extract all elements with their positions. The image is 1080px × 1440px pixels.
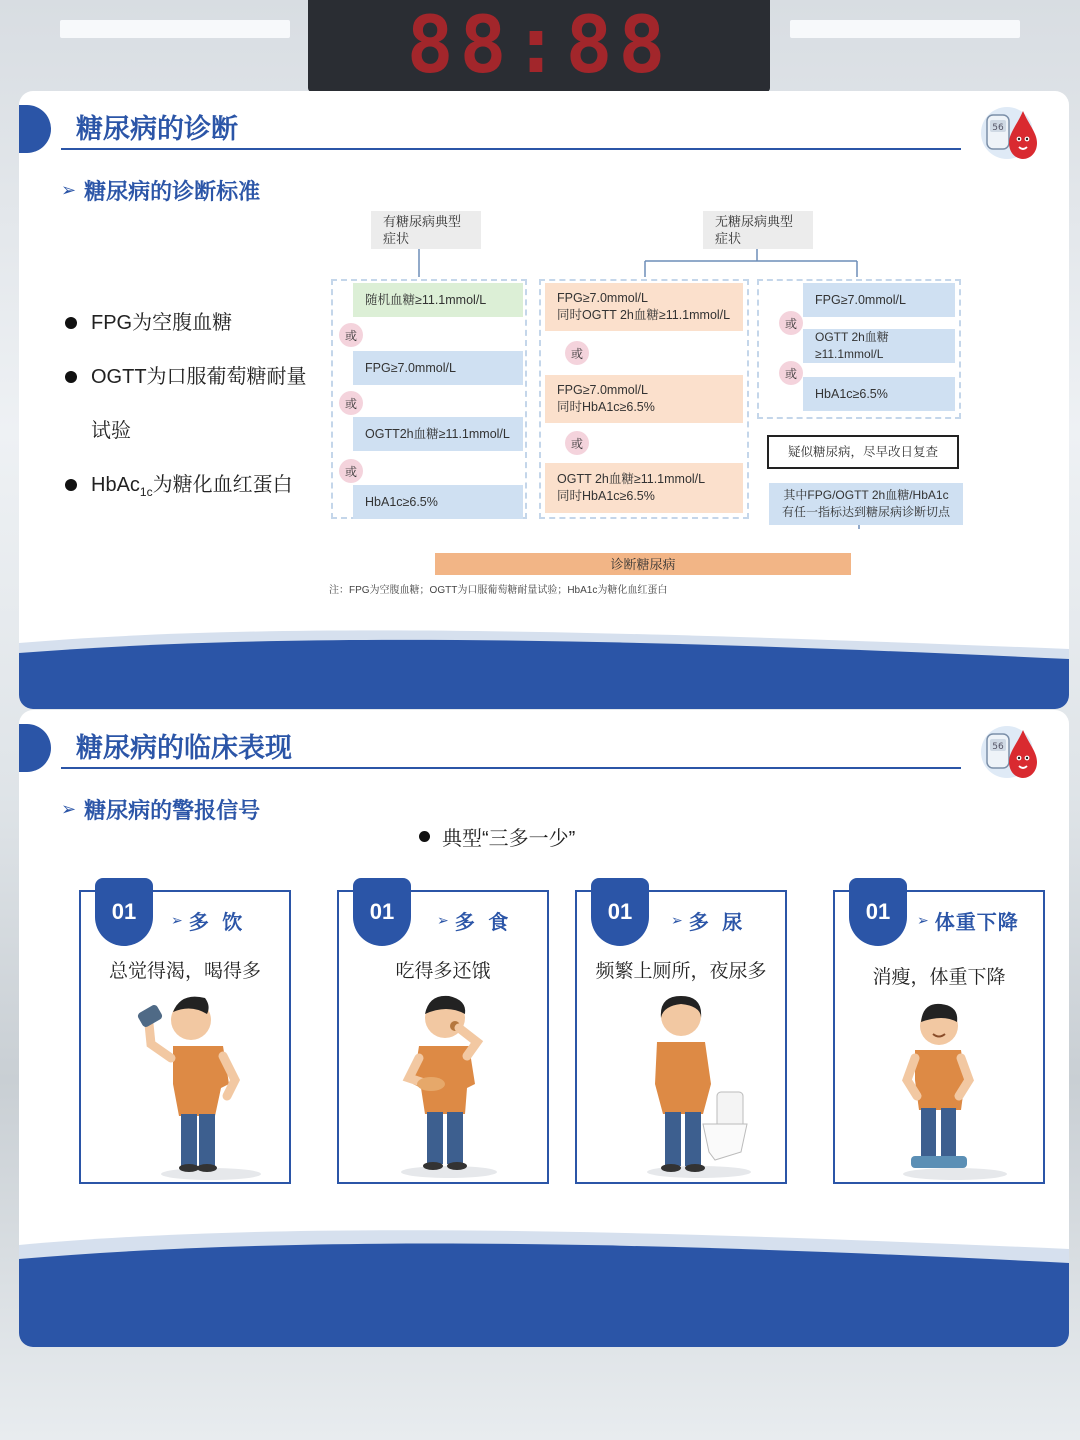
title-rule <box>61 767 961 769</box>
card-description: 总觉得渴，喝得多 <box>108 961 261 982</box>
toilet-person-icon <box>607 984 757 1180</box>
scale-person-icon <box>865 984 1015 1180</box>
criterion-box: HbA1c≥6.5% <box>353 485 523 519</box>
card-number-badge: 01 <box>591 878 649 946</box>
slide-title: 糖尿病的诊断 <box>76 114 238 144</box>
typical-text: 典型“三多一少” <box>442 828 576 850</box>
footer-wave <box>19 1223 1069 1347</box>
any-indicator-box: 其中FPG/OGTT 2h血糖/HbA1c 有任一指标达到糖尿病诊断切点 <box>769 483 963 525</box>
card-label: ➢ 多 食 <box>437 912 513 934</box>
card-number-badge: 01 <box>95 878 153 946</box>
or-marker: 或 <box>339 459 363 483</box>
section-subtitle <box>61 175 260 206</box>
definition-list <box>61 296 321 519</box>
title-tab <box>19 724 51 772</box>
or-marker: 或 <box>339 323 363 347</box>
background-clock-sign <box>308 0 770 92</box>
or-marker: 或 <box>565 341 589 365</box>
suspected-box: 疑似糖尿病，尽早改日复查 <box>767 435 959 469</box>
symptom-card-eat <box>337 890 549 1184</box>
section-subtitle <box>61 794 260 825</box>
symptom-card-weight-loss <box>833 890 1045 1184</box>
slide-title: 糖尿病的临床表现 <box>76 733 292 763</box>
criterion-box: FPG≥7.0mmol/L 同时HbA1c≥6.5% <box>545 375 743 423</box>
symptom-card-urinate <box>575 890 787 1184</box>
diagnosis-flowchart <box>319 211 979 601</box>
footer-wave <box>19 625 1069 709</box>
card-number-badge: 01 <box>353 878 411 946</box>
bullet-text: OGTT为口服葡萄糖耐量 <box>91 366 307 388</box>
card-label: ➢ 多 饮 <box>171 912 247 934</box>
bullet-dot <box>65 479 77 491</box>
with-symptoms-header: 有糖尿病典型症状 <box>371 211 481 249</box>
or-marker: 或 <box>565 431 589 455</box>
ceiling-light <box>790 20 1020 38</box>
bullet-dot <box>419 831 430 842</box>
diagnosis-result-box: 诊断糖尿病 <box>435 553 851 575</box>
chevron-right-icon: ➢ <box>171 912 183 928</box>
card-description: 吃得多还饿 <box>395 961 491 982</box>
bullet-text: FPG为空腹血糖 <box>91 312 233 334</box>
or-marker: 或 <box>339 391 363 415</box>
svg-text:56: 56 <box>992 123 1004 133</box>
title-tab <box>19 105 51 153</box>
card-description: 频繁上厕所，夜尿多 <box>595 961 767 982</box>
bullet-continuation <box>61 404 321 458</box>
card-label: ➢ 体重下降 <box>917 912 1019 934</box>
subtitle-text: 糖尿病的警报信号 <box>84 798 261 823</box>
criterion-box: FPG≥7.0mmol/L 同时OGTT 2h血糖≥11.1mmol/L <box>545 283 743 331</box>
card-number-badge: 01 <box>849 878 907 946</box>
card-description: 消瘦，体重下降 <box>872 967 1006 988</box>
ceiling-light <box>60 20 290 38</box>
criterion-box: OGTT 2h血糖≥11.1mmol/L 同时HbA1c≥6.5% <box>545 463 743 513</box>
criterion-box: OGTT2h血糖≥11.1mmol/L <box>353 417 523 451</box>
bullet-item <box>61 350 321 404</box>
clock-digits: 88:88 <box>406 1 672 91</box>
criterion-box: FPG≥7.0mmol/L <box>353 351 523 385</box>
or-marker: 或 <box>779 311 803 335</box>
typical-signs-bullet <box>419 822 575 851</box>
blood-drop-mascot-icon <box>979 722 1045 788</box>
or-marker: 或 <box>779 361 803 385</box>
eating-person-icon <box>369 984 519 1180</box>
bullet-dot <box>65 317 77 329</box>
bullet-item <box>61 296 321 350</box>
chevron-right-icon: ➢ <box>917 912 929 928</box>
subtitle-text: 糖尿病的诊断标准 <box>84 179 261 204</box>
criterion-box: FPG≥7.0mmol/L <box>803 283 955 317</box>
criterion-box: 随机血糖≥11.1mmol/L <box>353 283 523 317</box>
bullet-dot <box>65 371 77 383</box>
blood-drop-mascot-icon <box>979 103 1045 169</box>
drinking-person-icon <box>111 984 261 1180</box>
diagnosis-slide <box>19 91 1069 709</box>
bullet-item <box>61 458 321 519</box>
chevron-right-icon: ➢ <box>671 912 683 928</box>
chevron-right-icon: ➢ <box>437 912 449 928</box>
bullet-text: 试验 <box>91 420 131 442</box>
svg-text:56: 56 <box>992 742 1004 752</box>
chevron-right-icon: ➢ <box>61 180 77 200</box>
chevron-right-icon: ➢ <box>61 799 77 819</box>
title-rule <box>61 148 961 150</box>
symptoms-slide <box>19 710 1069 1347</box>
flowchart-note: 注：FPG为空腹血糖；OGTT为口服葡萄糖耐量试验；HbA1c为糖化血红蛋白 <box>329 585 668 596</box>
criterion-box: OGTT 2h血糖≥11.1mmol/L <box>803 329 955 363</box>
symptom-card-drink <box>79 890 291 1184</box>
card-label: ➢ 多 尿 <box>671 912 747 934</box>
without-symptoms-header: 无糖尿病典型症状 <box>703 211 813 249</box>
criterion-box: HbA1c≥6.5% <box>803 377 955 411</box>
bullet-text: HbAc$_{1c}$为糖化血红蛋白 <box>91 474 293 499</box>
